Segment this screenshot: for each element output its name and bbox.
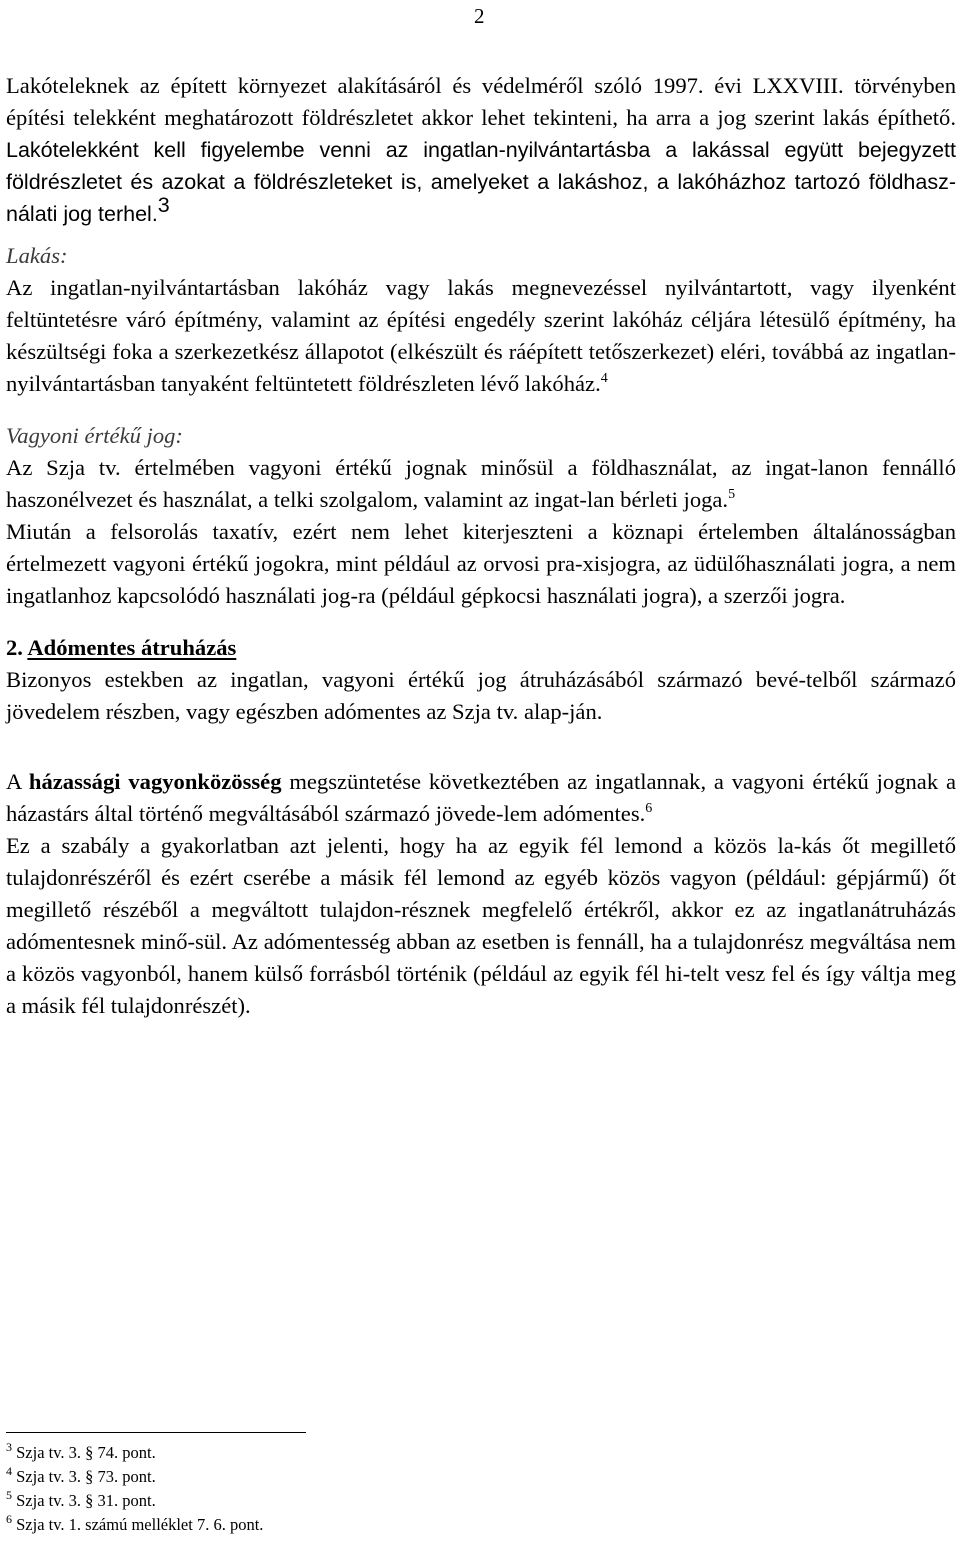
paragraph-hazassagi-pre: A bbox=[6, 769, 29, 794]
footnote-number: 5 bbox=[6, 1488, 12, 1502]
footnote-ref-3: 3 bbox=[157, 193, 170, 217]
footnote-text: Szja tv. 1. számú melléklet 7. 6. pont. bbox=[16, 1515, 264, 1534]
document-body bbox=[6, 70, 956, 1022]
heading-vagyoni-ertekű-jog: Vagyoni értékű jog: bbox=[6, 423, 183, 448]
paragraph-hazassagi-post: megszüntetése következtében az ingatlannak, a vagyoni értékű jognak a házastárs által történő megváltásából származó jövede-lem adómentes. bbox=[6, 769, 956, 826]
paragraph-vagyoni-text: Az Szja tv. értelmében vagyoni értékű jognak minősül a földhasználat, az ingat-lanon fennálló haszonélvezet és használat, a telki szolgalom, valamint az ingat-lan bérleti joga. bbox=[6, 455, 956, 512]
paragraph-hazassagi-bold: házassági vagyonközösség bbox=[28, 769, 282, 794]
footnote-ref-5: 5 bbox=[728, 487, 736, 502]
footnotes bbox=[6, 1441, 263, 1537]
paragraph-taxativ: Miután a felsorolás taxatív, ezért nem lehet kiterjeszteni a köznapi értelemben általánosságban értelmezett vagyoni értékű jogokra, mint például az orvosi pra-xisjogra, az üdülőhasználati jogra, a nem ingatlanhoz kapcsolódó használati jog-ra (például gépkocsi használati jogra), a szerzői jogra. bbox=[6, 519, 956, 608]
footnote-text: Szja tv. 3. § 74. pont. bbox=[16, 1443, 156, 1462]
section-2-heading bbox=[6, 632, 956, 664]
section-2-number: 2. bbox=[6, 635, 23, 660]
footnote bbox=[6, 1441, 263, 1465]
paragraph-lakotelek-lead: Lakóteleknek az épített környezet alakításáról és védelméről szóló 1997. évi LXXVIII. törvényben építési telekként meghatározott földrészletet akkor lehet tekinteni, ha arra a jog szerint lakás építhető. bbox=[6, 73, 956, 130]
heading-lakas: Lakás: bbox=[6, 243, 68, 268]
paragraph-szabaly: Ez a szabály a gyakorlatban azt jelenti, hogy ha az egyik fél lemond a közös la-kás őt megillető tulajdonrészéről és ezért cserébe a másik fél lemond az egyéb közös vagyon (például: gépjármű) őt megillető részéből a megváltott tulajdon-résznek megfelelő értékről, akkor ez az ingatlanátruházás adómentesnek minő-sül. Az adómentesség abban az esetben is fennáll, ha a tulajdonrész megváltása nem a közös vagyonból, hanem külső forrásból történik (például az egyik fél hi-telt vesz fel és így váltja meg a másik fél tulajdonrészét). bbox=[6, 833, 956, 1018]
footnote-ref-6: 6 bbox=[645, 801, 653, 816]
footnote-text: Szja tv. 3. § 73. pont. bbox=[16, 1467, 156, 1486]
paragraph-lakotelek bbox=[6, 70, 956, 230]
footnote-ref-4: 4 bbox=[600, 371, 608, 386]
paragraph-lakotelek-rest: Lakótelekként kell figyelembe venni az ingatlan-nyilvántartásba a lakással együtt bejegyzett földrészletet és azokat a földrészleteket is, amelyeket a lakáshoz, a lakóházhoz tartozó földhasz-nálati jog terhel. bbox=[6, 138, 956, 226]
paragraph-vagyoni bbox=[6, 452, 956, 516]
footnote-text: Szja tv. 3. § 31. pont. bbox=[16, 1491, 156, 1510]
footnote bbox=[6, 1465, 263, 1489]
footnote bbox=[6, 1489, 263, 1513]
footnote bbox=[6, 1513, 263, 1537]
paragraph-lakas bbox=[6, 272, 956, 400]
paragraph-hazassagi bbox=[6, 766, 956, 830]
footnote-number: 6 bbox=[6, 1512, 12, 1526]
section-2-title: Adómentes átruházás bbox=[27, 635, 237, 660]
footnote-number: 4 bbox=[6, 1464, 12, 1478]
footnote-separator bbox=[6, 1432, 306, 1433]
page-number: 2 bbox=[474, 4, 485, 28]
paragraph-adomentes: Bizonyos estekben az ingatlan, vagyoni értékű jog átruházásából származó bevé-telből származó jövedelem részben, vagy egészben adómentes az Szja tv. alap-ján. bbox=[6, 667, 956, 724]
paragraph-lakas-text: Az ingatlan-nyilvántartásban lakóház vagy lakás megnevezéssel nyilvántartott, vagy ilyenként feltüntetésre váró építmény, valamint az építési engedély szerint lakóház céljára létesülő építmény, ha készültségi foka a szerkezetkész állapotot (elkészült és ráépített tetőszerkezet) eléri, továbbá az ingatlan-nyilvántartásban tanyaként feltüntetett földrészleten lévő lakóház. bbox=[6, 275, 956, 396]
footnote-number: 3 bbox=[6, 1440, 12, 1454]
